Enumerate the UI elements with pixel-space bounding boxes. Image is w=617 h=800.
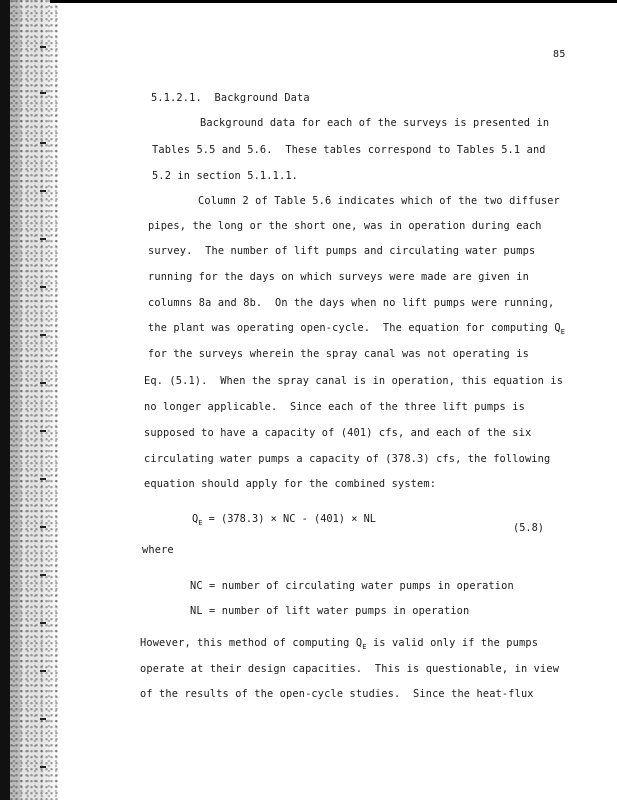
definition-nl: NL = number of lift water pumps in operation [190,605,470,617]
text-line: equation should apply for the combined system: [144,478,437,490]
text-line: Tables 5.5 and 5.6. These tables correspond to Tables 5.1 and [152,144,546,156]
text-line: of the results of the open-cycle studies. Since the heat-flux [140,688,534,700]
equation-5-8 [192,513,376,525]
binding-tick-marks [40,0,50,800]
text-line: no longer applicable. Since each of the three lift pumps is [144,401,525,413]
definition-nc: NC = number of circulating water pumps in operation [190,580,514,592]
text-line: Eq. (5.1). When the spray canal is in operation, this equation is [144,375,564,387]
scan-dark-margin [0,0,10,800]
text-line: pipes, the long or the short one, was in operation during each [148,220,542,232]
subscript-e: E [362,643,367,651]
text-line: Column 2 of Table 5.6 indicates which of the two diffuser [198,195,560,207]
page-number: 85 [553,49,566,60]
text-line: supposed to have a capacity of (401) cfs, and each of the six [144,427,532,439]
equation-lhs: Q [192,513,199,525]
text-line-with-subscript [148,322,565,334]
text-line: Background data for each of the surveys is presented in [200,117,550,129]
text-line-tail: is valid only if the pumps [366,637,539,649]
text-line: running for the days on which surveys were made are given in [148,271,529,283]
text-line: operate at their design capacities. This is questionable, in view [140,663,560,675]
equation-number: (5.8) [513,522,544,534]
where-label: where [142,544,174,556]
text-line-with-subscript [140,637,538,649]
text-line: 5.2 in section 5.1.1.1. [152,170,299,182]
section-heading: 5.1.2.1. Background Data [151,92,310,104]
text-line-main: the plant was operating open-cycle. The equation for computing Q [148,322,561,334]
equation-rhs: = (378.3) × NC - (401) × NL [202,513,377,525]
scan-top-edge [50,0,617,3]
text-line: survey. The number of lift pumps and circulating water pumps [148,245,536,257]
equation-lhs-subscript: E [198,519,203,527]
text-line-main: However, this method of computing Q [140,637,363,649]
text-line: for the surveys wherein the spray canal was not operating is [148,348,529,360]
subscript-e: E [560,328,566,336]
text-line: columns 8a and 8b. On the days when no lift pumps were running, [148,297,555,309]
text-line: circulating water pumps a capacity of (378.3) cfs, the following [144,453,551,465]
